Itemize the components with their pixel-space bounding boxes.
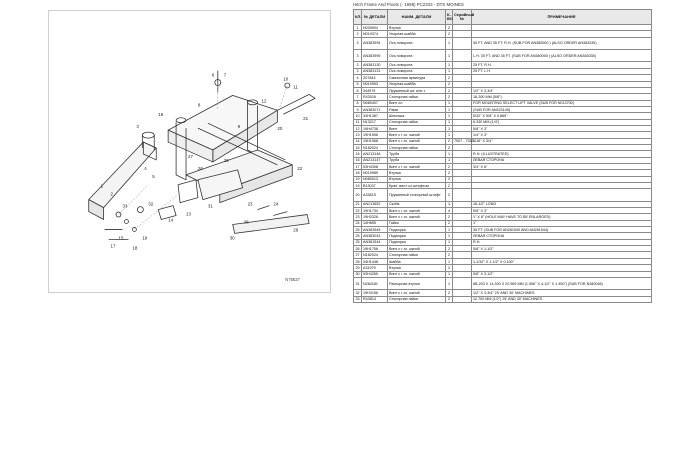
- cell-part-name: Втулка: [388, 25, 446, 31]
- cell-no: 3: [354, 37, 362, 49]
- table-row: [354, 189, 652, 201]
- cell-part-name: Ось поворота: [388, 68, 446, 74]
- document-title: Hitch Frame And Pivots (- 1998) PC2333 - DTS MOINES: [353, 2, 464, 7]
- cell-note: ЛЕВАЯ СТОРОНА: [472, 157, 652, 163]
- cell-quantity: 1: [446, 271, 453, 277]
- svg-text:27: 27: [188, 153, 193, 159]
- cell-part-number: B13037: [362, 183, 388, 189]
- cell-note: R.H.: [472, 239, 652, 245]
- cell-quantity: 2: [446, 246, 453, 252]
- cell-note: 1" X 8" (HOLE MAY HAVE TO BE ENLARGED): [472, 214, 652, 220]
- cell-note: 16-300 MM (5/8"): [472, 94, 652, 100]
- cell-quantity: 2: [446, 31, 453, 37]
- cell-note: (SUB FOR AN323145): [472, 106, 652, 112]
- cell-quantity: 2: [446, 87, 453, 93]
- cell-note: R.H. (ILLUSTRATED): [472, 151, 652, 157]
- svg-text:12: 12: [261, 98, 267, 104]
- cell-no: 7: [354, 94, 362, 100]
- svg-text:15: 15: [118, 235, 124, 241]
- cell-no: 1: [354, 25, 362, 31]
- cell-quantity: 1: [446, 227, 453, 233]
- cell-no: 25: [355, 227, 360, 232]
- svg-text:11: 11: [293, 84, 298, 90]
- cell-part-number: R43814: [362, 296, 388, 302]
- cell-quantity: 2: [446, 170, 453, 176]
- figure-id: N76527: [285, 277, 300, 283]
- cell-part-number: A3381S: [362, 189, 388, 201]
- cell-no: 17: [355, 164, 360, 169]
- cell-part-number: N284181: [362, 277, 388, 289]
- cell-no: 8: [354, 100, 362, 106]
- cell-note: L.H. 30 FT. AND 35 FT. (SUB FOR AN380000 ) (ALSO ORDER AN383035): [472, 50, 652, 62]
- svg-text:17: 17: [110, 243, 116, 249]
- cell-part-number: N080013: [362, 176, 388, 182]
- cell-quantity: 1: [446, 277, 453, 289]
- cell-no: 27: [355, 253, 360, 258]
- cell-quantity: 4: [446, 208, 453, 214]
- cell-quantity: 1: [446, 113, 453, 119]
- cell-no: 23: [355, 215, 360, 220]
- cell-part-number: R43016: [362, 94, 388, 100]
- cell-part-number: Z07844: [362, 75, 388, 81]
- cell-quantity: 1: [446, 119, 453, 125]
- svg-text:26: 26: [197, 165, 203, 171]
- cell-part-name: Ось поворота: [388, 50, 446, 62]
- cell-part-number: N019374: [362, 31, 388, 37]
- cell-quantity: 1: [446, 233, 453, 239]
- exploded-view-diagram: [48, 10, 331, 293]
- cell-no: 4: [354, 75, 362, 81]
- cell-quantity: 2: [446, 183, 453, 189]
- cell-part-number: 34H1387: [362, 113, 388, 119]
- cell-note: 35 FT. (SUB FOR AN261540 AND AN261544): [472, 227, 652, 233]
- cell-part-name: Труба: [388, 157, 446, 163]
- cell-note: 25 FT. R.H.: [472, 62, 652, 68]
- cell-part-number: AN213652: [362, 201, 388, 207]
- cell-no: 24: [355, 221, 360, 226]
- cell-quantity: 1: [446, 50, 453, 62]
- cell-quantity: 2: [446, 75, 453, 81]
- cell-part-name: Подпорка: [388, 239, 446, 245]
- cell-part-name: Подпорка: [388, 233, 446, 239]
- cell-no: 30: [355, 272, 360, 277]
- svg-text:30: 30: [229, 235, 235, 241]
- cell-quantity: 1: [446, 132, 453, 138]
- cell-no: 26: [355, 246, 360, 251]
- cell-quantity: 2: [446, 214, 453, 220]
- svg-text:32: 32: [148, 201, 154, 207]
- svg-text:8: 8: [197, 102, 201, 108]
- cell-part-number: N13217: [362, 119, 388, 125]
- cell-part-name: Крап. винт со штифтом: [388, 183, 446, 189]
- cell-part-name: Винт ол: [388, 100, 446, 106]
- cell-note: 5/8" X 3-1/2": [472, 271, 652, 277]
- cell-part-name: Шпилька: [388, 113, 446, 119]
- cell-part-number: A31979: [362, 265, 388, 271]
- cell-note: 1": [472, 220, 652, 226]
- cell-quantity: 2: [446, 189, 453, 201]
- svg-text:24: 24: [273, 201, 279, 207]
- cell-quantity: 1: [446, 258, 453, 264]
- parts-list-panel: [353, 1, 651, 346]
- cell-no: 19: [355, 183, 360, 188]
- svg-text:4: 4: [144, 165, 147, 171]
- cell-part-number: AN383043: [362, 233, 388, 239]
- cell-quantity: 2: [446, 252, 453, 258]
- svg-text:33: 33: [122, 203, 128, 209]
- cell-no: 21: [355, 202, 360, 207]
- cell-part-number: N019989: [362, 170, 388, 176]
- cell-no: 22: [355, 208, 360, 213]
- table-header-row: [354, 10, 652, 25]
- cell-part-name: Винт с г-го. ожной: [388, 138, 446, 144]
- cell-note: ЛЕВАЯ СТОРОНА: [472, 233, 652, 239]
- cell-no: 19: [355, 177, 360, 182]
- cell-note: 30 FT. AND 35 FT. R.H. (SUB FOR AN380000 ) (ALSO ORDER AN383035): [472, 37, 652, 49]
- cell-serial: 7007 - 7363: [454, 139, 474, 144]
- cell-note: 5/8" X 3": [472, 208, 652, 214]
- cell-no: 20: [354, 189, 362, 201]
- cell-quantity: 2: [446, 163, 453, 169]
- svg-text:9: 9: [237, 124, 241, 130]
- column-header-serial: Серийный №: [453, 10, 472, 25]
- cell-note: 1-1/32" X 1-1/2" X 0.100": [472, 258, 652, 264]
- cell-quantity: 1: [446, 157, 453, 163]
- cell-part-name: Винт с г-го. ожной: [388, 214, 446, 220]
- cell-part-name: Винт с г-го. ожной: [388, 271, 446, 277]
- cell-serial: [453, 296, 472, 302]
- cell-note: [472, 189, 652, 201]
- cell-note: 6B-203 X 14.300 X 20.569 MM (1.506" X 4-1/2" X 1.400") (SUB FOR N280046): [472, 277, 652, 289]
- cell-part-name: Шайба: [388, 258, 446, 264]
- cell-quantity: 1: [446, 151, 453, 157]
- svg-text:23: 23: [247, 201, 253, 207]
- cell-part-name: Ось поворота: [388, 37, 446, 49]
- cell-part-number: 19H3326: [362, 214, 388, 220]
- cell-part-name: Распорная втулка: [388, 277, 446, 289]
- cell-part-name: Винт: [388, 125, 446, 131]
- cell-part-name: Подпорка: [388, 227, 446, 233]
- cell-part-name: Втулка: [388, 265, 446, 271]
- cell-part-number: N039904: [362, 25, 388, 31]
- cell-part-name: Стопорная гайка: [388, 296, 446, 302]
- cell-quantity: 2: [446, 290, 453, 296]
- cell-part-number: N080407: [362, 100, 388, 106]
- parts-table: [353, 9, 652, 303]
- cell-note: 1/2" X 3-3/4" 25' AND 30' MACHINES: [472, 290, 652, 296]
- cell-part-name: Втулка: [388, 176, 446, 182]
- cell-no: 6: [354, 87, 362, 93]
- cell-part-name: Винт с г-го. ожной: [388, 246, 446, 252]
- cell-quantity: 1: [446, 239, 453, 245]
- cell-no: 28: [355, 259, 360, 264]
- svg-text:31: 31: [207, 203, 213, 209]
- cell-part-number: N019953: [362, 81, 388, 87]
- cell-part-number: 19H1568: [362, 138, 388, 144]
- cell-no: 10: [355, 113, 360, 118]
- cell-note: 5/8" X 1-1/2": [472, 246, 652, 252]
- table-row: [354, 277, 652, 289]
- svg-text:1: 1: [100, 183, 104, 189]
- cell-quantity: 1: [446, 106, 453, 112]
- cell-quantity: 1: [446, 201, 453, 207]
- cell-no: 2: [354, 31, 362, 37]
- cell-note: 25 FT. L.H.: [472, 68, 652, 74]
- cell-no: 16: [355, 151, 360, 156]
- svg-text:2: 2: [110, 191, 114, 197]
- cell-part-number: N182024: [362, 252, 388, 258]
- cell-quantity: 2: [446, 25, 453, 31]
- cell-part-number: 19H3156: [362, 290, 388, 296]
- cell-note: 5/16" X 3/4": [472, 138, 652, 144]
- cell-part-name: Пружинный стопорный штифт: [388, 189, 446, 201]
- cell-quantity: 1: [446, 125, 453, 131]
- cell-part-number: AN383130: [362, 62, 388, 68]
- cell-quantity: 1: [446, 68, 453, 74]
- cell-serial: [453, 277, 472, 289]
- svg-text:13: 13: [186, 211, 191, 217]
- cell-no: 25: [355, 234, 360, 239]
- cell-part-number: AN213146: [362, 151, 388, 157]
- table-row: [354, 296, 652, 302]
- svg-text:28: 28: [243, 219, 249, 225]
- cell-part-name: Винт с г-го. ожной: [388, 132, 446, 138]
- svg-text:3: 3: [136, 124, 139, 130]
- svg-text:5: 5: [152, 173, 155, 179]
- cell-serial: [453, 50, 472, 62]
- cell-part-number: N182024: [362, 144, 388, 150]
- cell-note: 1/2" X 3-3/4": [472, 87, 652, 93]
- cell-part-number: 19H4738: [362, 125, 388, 131]
- cell-note: 5/32" X 5/8" X 0.865": [472, 113, 652, 119]
- cell-part-name: Ось поворота: [388, 62, 446, 68]
- svg-text:21: 21: [303, 116, 309, 122]
- cell-no: 15: [355, 145, 360, 150]
- svg-text:6: 6: [211, 72, 215, 78]
- cell-no: 3: [354, 62, 362, 68]
- cell-note: 5/8" X 3": [472, 125, 652, 131]
- cell-note: FOR MOUNTING SELECT LIFT VALVE (SUB FOR N013700): [472, 100, 652, 106]
- svg-text:18: 18: [132, 245, 138, 251]
- cell-quantity: 2: [446, 220, 453, 226]
- cell-no: 32: [355, 290, 360, 295]
- table-row: [354, 37, 652, 49]
- svg-text:16: 16: [158, 112, 164, 118]
- cell-part-name: Рама: [388, 106, 446, 112]
- cell-part-name: Винт с г-го. ожной: [388, 163, 446, 169]
- cell-part-name: Скоба: [388, 201, 446, 207]
- cell-part-number: 03H4308: [362, 163, 388, 169]
- cell-part-number: 03H4265: [362, 271, 388, 277]
- cell-no: 11: [354, 119, 362, 125]
- cell-part-name: Винт с г-го. ожной: [388, 290, 446, 296]
- cell-part-number: 344979: [362, 87, 388, 93]
- cell-part-name: Упорная шайба: [388, 31, 446, 37]
- cell-no: 33: [355, 297, 360, 302]
- column-header-qty: К-ВО: [446, 10, 453, 25]
- cell-part-number: AN383949: [362, 227, 388, 233]
- cell-note: 3/4" X 6": [472, 163, 652, 169]
- cell-no: 18: [355, 170, 360, 175]
- cell-part-name: Смазочная арматура: [388, 75, 446, 81]
- cell-no: 25: [355, 240, 360, 245]
- column-header-part: № ДЕТАЛИ: [362, 10, 388, 25]
- cell-note: 16-1/2" LONG: [472, 201, 652, 207]
- cell-part-number: AN383994: [362, 37, 388, 49]
- cell-quantity: 1: [446, 100, 453, 106]
- cell-quantity: 2: [446, 296, 453, 302]
- cell-part-number: 14H855: [362, 220, 388, 226]
- cell-quantity: 1: [446, 62, 453, 68]
- cell-part-number: 19H1756: [362, 246, 388, 252]
- svg-text:10: 10: [283, 76, 289, 82]
- cell-quantity: 2: [446, 81, 453, 87]
- cell-part-name: Стопорная гайка: [388, 144, 446, 150]
- cell-no: 3: [354, 50, 362, 62]
- parts-table-body: [354, 25, 652, 303]
- cell-part-name: Гайка: [388, 220, 446, 226]
- cell-note: 1/4" X 3": [472, 132, 652, 138]
- cell-quantity: 2: [446, 138, 453, 144]
- cell-part-number: AN213147: [362, 157, 388, 163]
- cell-serial: [453, 37, 472, 49]
- cell-part-number: AN381544: [362, 239, 388, 245]
- cell-no: 9: [354, 106, 362, 112]
- cell-note: 12.700 MM (1/2") 25' AND 30' MACHINES: [472, 296, 652, 302]
- cell-quantity: 2: [446, 265, 453, 271]
- cell-part-name: Стопорная гайка: [388, 119, 446, 125]
- hitch-frame-drawing: [49, 11, 330, 292]
- cell-part-name: Стопорная гайка: [388, 252, 446, 258]
- svg-text:14: 14: [168, 217, 174, 223]
- cell-quantity: 2: [446, 176, 453, 182]
- cell-no: 12: [355, 126, 360, 131]
- table-row: [354, 50, 652, 62]
- cell-no: 13: [355, 132, 360, 137]
- svg-text:7: 7: [223, 72, 227, 78]
- cell-part-number: 19H1596: [362, 132, 388, 138]
- cell-part-number: AN383071: [362, 106, 388, 112]
- svg-text:25: 25: [223, 157, 229, 163]
- cell-no: 31: [354, 277, 362, 289]
- cell-no: 14: [355, 139, 360, 144]
- cell-part-number: AN383995: [362, 50, 388, 62]
- svg-text:20: 20: [277, 126, 283, 132]
- cell-quantity: 2: [446, 94, 453, 100]
- cell-part-number: 19H1734: [362, 208, 388, 214]
- cell-part-name: Труба: [388, 151, 446, 157]
- cell-no: 3: [354, 68, 362, 74]
- column-header-name: НАИМ. ДЕТАЛИ: [388, 10, 446, 25]
- cell-no: 5: [354, 81, 362, 87]
- cell-part-name: Стопорная гайка: [388, 94, 446, 100]
- cell-no: 29: [355, 265, 360, 270]
- svg-text:19: 19: [142, 235, 148, 241]
- cell-part-name: Упорная шайба: [388, 81, 446, 87]
- cell-part-number: 34H1448: [362, 258, 388, 264]
- cell-no: 16: [355, 158, 360, 163]
- cell-serial: [453, 189, 472, 201]
- svg-text:22: 22: [297, 165, 303, 171]
- cell-part-name: Втулка: [388, 170, 446, 176]
- cell-part-number: AN383131: [362, 68, 388, 74]
- cell-part-name: Пружинный шт. или т: [388, 87, 446, 93]
- svg-text:29: 29: [293, 227, 299, 233]
- column-header-no: КЛ.: [354, 10, 362, 25]
- cell-quantity: 1: [446, 37, 453, 49]
- column-header-note: ПРИМЕЧАНИЯ: [472, 10, 652, 25]
- cell-part-name: Винт с г-го. ожной: [388, 208, 446, 214]
- cell-note: 6.330 MM (1/4"): [472, 119, 652, 125]
- cell-quantity: 2: [446, 144, 453, 150]
